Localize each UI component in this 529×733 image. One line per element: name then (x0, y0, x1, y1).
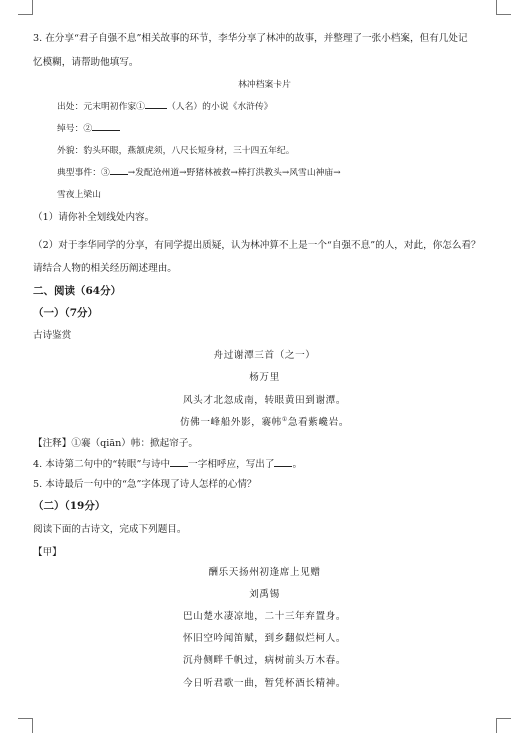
q3-sub-2-line-2: 请结合人物的相关经历阐述理由。 (33, 263, 177, 274)
blank-1[interactable] (145, 99, 167, 109)
blank-2[interactable] (92, 121, 120, 131)
poem-2-line-4: 今日听君歌一曲，暂凭杯酒长精神。 (182, 678, 347, 689)
crop-mark-bottom-right (496, 718, 511, 733)
card-title: 林冲档案卡片 (238, 80, 291, 90)
jia-marker: 【甲】 (33, 547, 62, 558)
card-events-end: 雪夜上梁山 (57, 190, 101, 200)
card-nickname-prefix: 绰号：② (57, 124, 93, 134)
question-5: 5. 本诗最后一句中的“急”字体现了诗人怎样的心情？ (33, 479, 257, 490)
crop-mark-top-right (496, 0, 511, 15)
card-source-suffix: （人名）的小说《水浒传》 (166, 102, 273, 112)
poem-2-line-1: 巴山楚水凄凉地，二十三年弃置身。 (182, 611, 347, 622)
poem-1-note: 【注释】①褰（qiān）帏：掀起帘子。 (33, 438, 199, 449)
crop-mark-bottom-left (18, 718, 33, 733)
poem-2-title: 酬乐天扬州初逢席上见赠 (208, 567, 321, 578)
q4-end: 。 (292, 459, 303, 470)
part-1-heading: （一）（7分） (33, 307, 99, 319)
part-1-label: 古诗鉴赏 (33, 330, 72, 341)
q3-line-1: 3. 在分享“君子自强不息”相关故事的环节，李华分享了林冲的故事，并整理了一张小档案，但有几处记 (33, 33, 468, 44)
poem-1-line-2-a: 仿佛一峰船外影，褰帏 (179, 417, 282, 428)
poem-2-author: 刘禹锡 (249, 589, 280, 600)
card-events (57, 165, 341, 178)
part-2-instruction: 阅读下面的古诗文，完成下列题目。 (33, 524, 187, 535)
part-2-heading: （二）（19分） (33, 500, 106, 512)
poem-1-author: 杨万里 (249, 372, 280, 383)
poem-1-line-1: 风头才北忽成南，转眼黄田到谢潭。 (182, 395, 347, 406)
card-source-prefix: 出处：元末明初作家① (57, 102, 145, 112)
blank-q4-char[interactable] (170, 457, 188, 467)
q3-line-2: 忆模糊，请帮助他填写。 (33, 57, 139, 68)
question-4 (33, 456, 302, 470)
footnote-marker: ① (281, 415, 288, 423)
poem-2-line-3: 沉舟侧畔千帆过，病树前头万木春。 (182, 655, 347, 666)
blank-3[interactable] (110, 165, 128, 175)
card-nickname (57, 121, 120, 134)
poem-1-title: 舟过谢潭三首（之一） (213, 350, 316, 361)
card-events-prefix: 典型事件：③ (57, 168, 110, 178)
q3-sub-2-line-1: （2）对于李华同学的分享，有同学提出质疑，认为林冲算不上是一个“自强不息”的人，对此，你怎么看？ (33, 240, 481, 251)
blank-q4-answer[interactable] (274, 457, 292, 467)
crop-mark-top-left (18, 0, 33, 15)
poem-1-line-2-b: 急看紫巉岩。 (287, 417, 350, 428)
card-source (57, 99, 273, 112)
card-events-suffix: →发配沧州道→野猪林被救→棒打洪教头→风雪山神庙→ (127, 168, 341, 178)
card-appearance: 外貌：豹头环眼，燕颔虎须，八尺长短身材，三十四五年纪。 (57, 146, 295, 156)
q3-sub-1: （1）请你补全划线处内容。 (33, 212, 155, 223)
section-2-heading: 二、阅读（64分） (33, 285, 122, 297)
q4-middle: 一字相呼应，写出了 (188, 459, 275, 470)
poem-1-line-2 (0, 414, 529, 428)
poem-2-line-2: 怀旧空吟闻笛赋，到乡翻似烂柯人。 (182, 633, 347, 644)
q4-prefix: 4. 本诗第二句中的“转眼”与诗中 (33, 459, 171, 470)
